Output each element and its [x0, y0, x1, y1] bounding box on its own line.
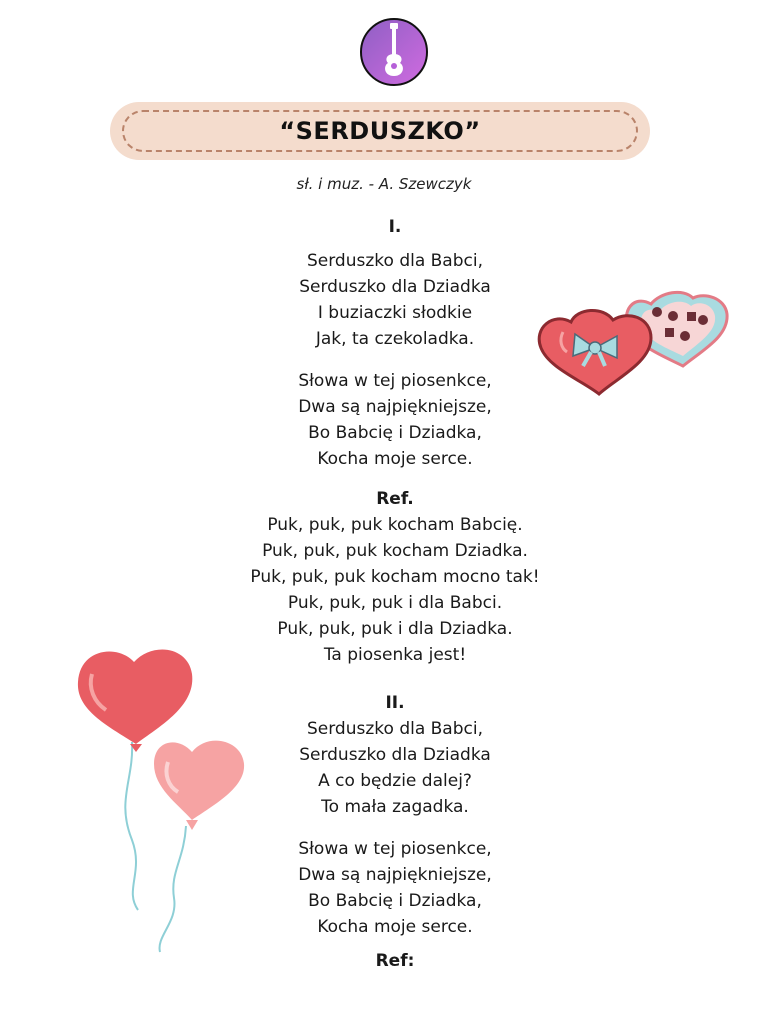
lyric-line: Serduszko dla Dziadka [299, 277, 491, 297]
lyric-line: Puk, puk, puk kocham mocno tak! [250, 567, 540, 587]
lyric-line: Serduszko dla Babci, [306, 251, 483, 271]
lyric-line: Słowa w tej piosenkce, [298, 839, 492, 859]
lyric-line: Dwa są najpiękniejsze, [298, 397, 492, 417]
lyric-line: Dwa są najpiękniejsze, [298, 865, 492, 885]
lyric-line: Serduszko dla Babci, [306, 719, 483, 739]
lyric-line: Puk, puk, puk kocham Dziadka. [262, 541, 528, 561]
lyric-line: Puk, puk, puk kocham Babcię. [267, 515, 523, 535]
lyric-line: Bo Babcię i Dziadka, [308, 891, 482, 911]
lyric-line: Słowa w tej piosenkce, [298, 371, 492, 391]
lyric-line: Serduszko dla Dziadka [299, 745, 491, 765]
lyric-line: I buziaczki słodkie [317, 303, 473, 323]
chocolate-heart-box-icon [533, 290, 731, 400]
refrain-repeat-label: Ref: [375, 951, 415, 971]
lyric-line: Kocha moje serce. [317, 917, 473, 937]
lyric-line: Jak, ta czekoladka. [315, 329, 475, 349]
guitar-logo-icon [359, 18, 429, 86]
heart-balloons-icon [74, 640, 269, 955]
lyric-line: Puk, puk, puk i dla Babci. [287, 593, 503, 613]
title-banner [110, 102, 650, 160]
lyric-line: Kocha moje serce. [317, 449, 473, 469]
refrain-label: Ref. [376, 489, 414, 509]
lyric-line: Ta piosenka jest! [323, 645, 467, 665]
author-credit: sł. i muz. - A. Szewczyk [296, 175, 472, 193]
verse-2-label: II. [385, 693, 405, 713]
lyric-line: A co będzie dalej? [318, 771, 472, 791]
song-title: “SERDUSZKO” [279, 117, 481, 145]
lyric-line: To mała zagadka. [321, 797, 469, 817]
verse-1-label: I. [388, 217, 402, 237]
verse-1 [0, 214, 768, 240]
lyric-line: Puk, puk, puk i dla Dziadka. [277, 619, 513, 639]
lyric-line: Bo Babcię i Dziadka, [308, 423, 482, 443]
